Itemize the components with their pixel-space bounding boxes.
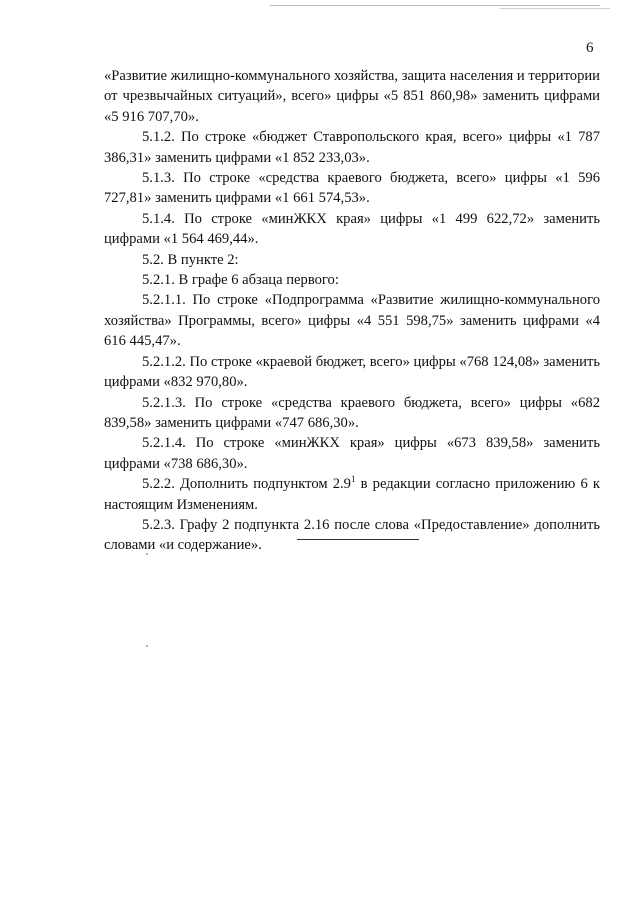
paragraph-5-2-2 [104, 474, 600, 515]
scan-speck [146, 553, 148, 555]
document-body [104, 66, 600, 556]
paragraph-5-2-1: 5.2.1. В графе 6 абзаца первого: [142, 272, 339, 289]
paragraph-5-1-3: 5.1.3. По строке «средства краевого бюджета, всего» цифры «1 596 727,81» заменить цифрами «1 661 574,53». [104, 170, 600, 207]
scan-top-rule [270, 5, 600, 6]
end-of-document-rule [297, 539, 419, 540]
scan-top-rule-secondary [500, 8, 610, 9]
paragraph-5-2-3: 5.2.3. Графу 2 подпункта 2.16 после слова «Предоставление» дополнить словами «и содержание». [104, 516, 600, 554]
paragraph-5-2-1-3: 5.2.1.3. По строке «средства краевого бюджета, всего» цифры «682 839,58» заменить цифрами «747 686,30». [104, 394, 600, 431]
scan-speck [146, 645, 148, 647]
paragraph-5-1-4: 5.1.4. По строке «минЖКХ края» цифры «1 499 622,72» заменить цифрами «1 564 469,44». [104, 210, 600, 248]
paragraph-5-1-2: 5.1.2. По строке «бюджет Ставропольского края, всего» цифры «1 787 386,31» заменить цифрами «1 852 233,03». [104, 129, 600, 166]
paragraph-continuation: «Развитие жилищно-коммунального хозяйства, защита населения и территории от чрезвычайных ситуаций», всего» цифры «5 851 860,98» заменить цифрами «5 916 707,70». [104, 68, 600, 125]
paragraph-5-2-1-1: 5.2.1.1. По строке «Подпрограмма «Развитие жилищно-коммунального хозяйства» Программы, всего» цифры «4 551 598,75» заменить цифрами «4 616 445,47». [104, 292, 600, 350]
page-number: 6 [586, 40, 594, 56]
paragraph-5-2-1-4: 5.2.1.4. По строке «минЖКХ края» цифры «673 839,58» заменить цифрами «738 686,30». [104, 435, 600, 472]
paragraph-5-2: 5.2. В пункте 2: [142, 251, 239, 268]
paragraph-5-2-1-2: 5.2.1.2. По строке «краевой бюджет, всего» цифры «768 124,08» заменить цифрами «832 970,80». [104, 353, 600, 391]
superscript-1: 1 [350, 474, 356, 485]
paragraph-5-2-2-start: 5.2.2. Дополнить подпунктом 2.9 [142, 476, 351, 493]
paragraph-5-2-2-end: в редакции согласно приложению 6 к настоящим Изменениям. [104, 476, 601, 513]
